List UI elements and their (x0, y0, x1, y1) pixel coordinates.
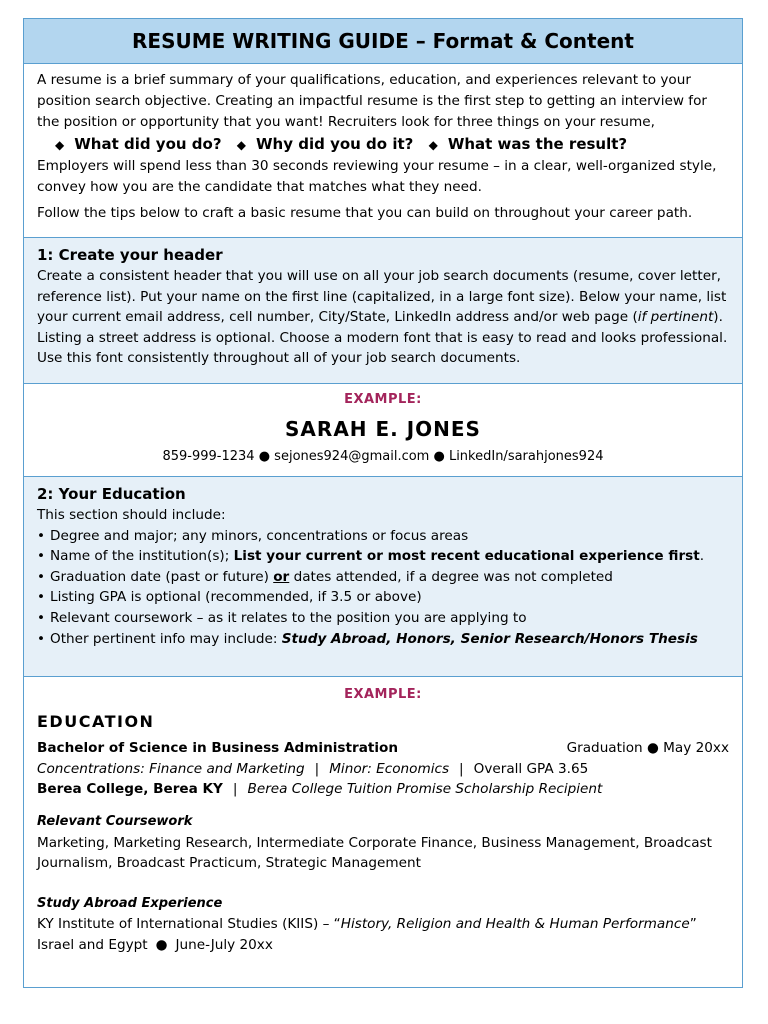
education-title: EDUCATION (37, 711, 155, 731)
study-abroad-location: Israel and Egypt ● June-July 20xx (37, 936, 273, 953)
study-abroad-heading: Study Abroad Experience (37, 895, 223, 911)
intro-paragraph: A resume is a brief summary of your qualifications, education, and experiences relevant to your position search objective. Creating an impactful resume is the first step to getting an interview for the position or opportunity that you want! Recruiters look for three things on your resume, (37, 72, 707, 130)
example-contact: 859-999-1234 ● sejones924@gmail.com ● LinkedIn/sarahjones924 (162, 449, 604, 464)
education-lead: This section should include: (37, 507, 226, 523)
intro-section (24, 64, 742, 238)
example-name: SARAH E. JONES (285, 417, 481, 441)
header-example (24, 384, 742, 477)
employers-paragraph: Employers will spend less than 30 seconds reviewing your resume – in a clear, well-organized style, convey how you are the candidate that matches what they need. (37, 158, 717, 195)
question-2: Why did you do it? (256, 135, 414, 153)
school-row: Berea College, Berea KY | Berea College Tuition Promise Scholarship Recipient (37, 781, 603, 798)
diamond-icon: ◆ (55, 138, 65, 152)
list-item: • Degree and major; any minors, concentrations or focus areas (37, 526, 729, 547)
page-title: RESUME WRITING GUIDE – Format & Content (24, 19, 742, 64)
header-heading: 1: Create your header (37, 246, 223, 264)
question-3: What was the result? (447, 135, 628, 153)
list-item: • Other pertinent info may include: Study Abroad, Honors, Senior Research/Honors Thesis (37, 629, 729, 650)
list-item: • Relevant coursework – as it relates to the position you are applying to (37, 608, 729, 629)
degree-row (37, 738, 729, 759)
list-item: • Listing GPA is optional (recommended, if 3.5 or above) (37, 587, 729, 608)
education-example (24, 677, 742, 956)
concentration-row: Concentrations: Finance and Marketing | Minor: Economics | Overall GPA 3.65 (37, 760, 589, 777)
resume-guide (23, 18, 743, 988)
header-tips-section (24, 238, 742, 384)
list-item: • Graduation date (past or future) or dates attended, if a degree was not completed (37, 567, 729, 588)
diamond-icon: ◆ (236, 138, 247, 152)
education-heading: 2: Your Education (37, 485, 186, 503)
example-label: EXAMPLE: (344, 392, 422, 407)
school: Berea College, Berea KY (37, 781, 223, 798)
graduation-date: Graduation ● May 20xx (566, 740, 729, 757)
education-tips-section (24, 477, 742, 677)
coursework-list: Marketing, Marketing Research, Intermediate Corporate Finance, Business Management, Broadcast Journalism, Broadcast Practicum, Strategic Management (37, 834, 712, 872)
three-questions (37, 133, 729, 156)
gpa: Overall GPA 3.65 (473, 760, 589, 777)
follow-tips-paragraph: Follow the tips below to craft a basic resume that you can build on throughout your career path. (37, 205, 693, 221)
question-1: What did you do? (74, 135, 222, 153)
education-tips-list (37, 526, 729, 650)
degree: Bachelor of Science in Business Administration (37, 740, 399, 757)
diamond-icon: ◆ (428, 138, 438, 152)
header-text: Create a consistent header that you will use on all your job search documents (resume, cover letter, reference list). Put your name on the first line (capitalized, in a large font size). Below your name, list your current email address, cell number, City/State, LinkedIn address and/or web page (if pertinent). Listing a street address is optional. Choose a modern font that is easy to read and looks professional. Use this font consistently throughout all of your job search documents. (37, 268, 728, 367)
list-item: • Name of the institution(s); List your current or most recent educational experience first. (37, 546, 729, 567)
example-label: EXAMPLE: (344, 687, 422, 702)
coursework-heading: Relevant Coursework (37, 813, 193, 829)
study-abroad-program: KY Institute of International Studies (KIIS) – “History, Religion and Health & Human Performance” (37, 916, 697, 933)
scholarship: Berea College Tuition Promise Scholarship Recipient (247, 781, 603, 798)
